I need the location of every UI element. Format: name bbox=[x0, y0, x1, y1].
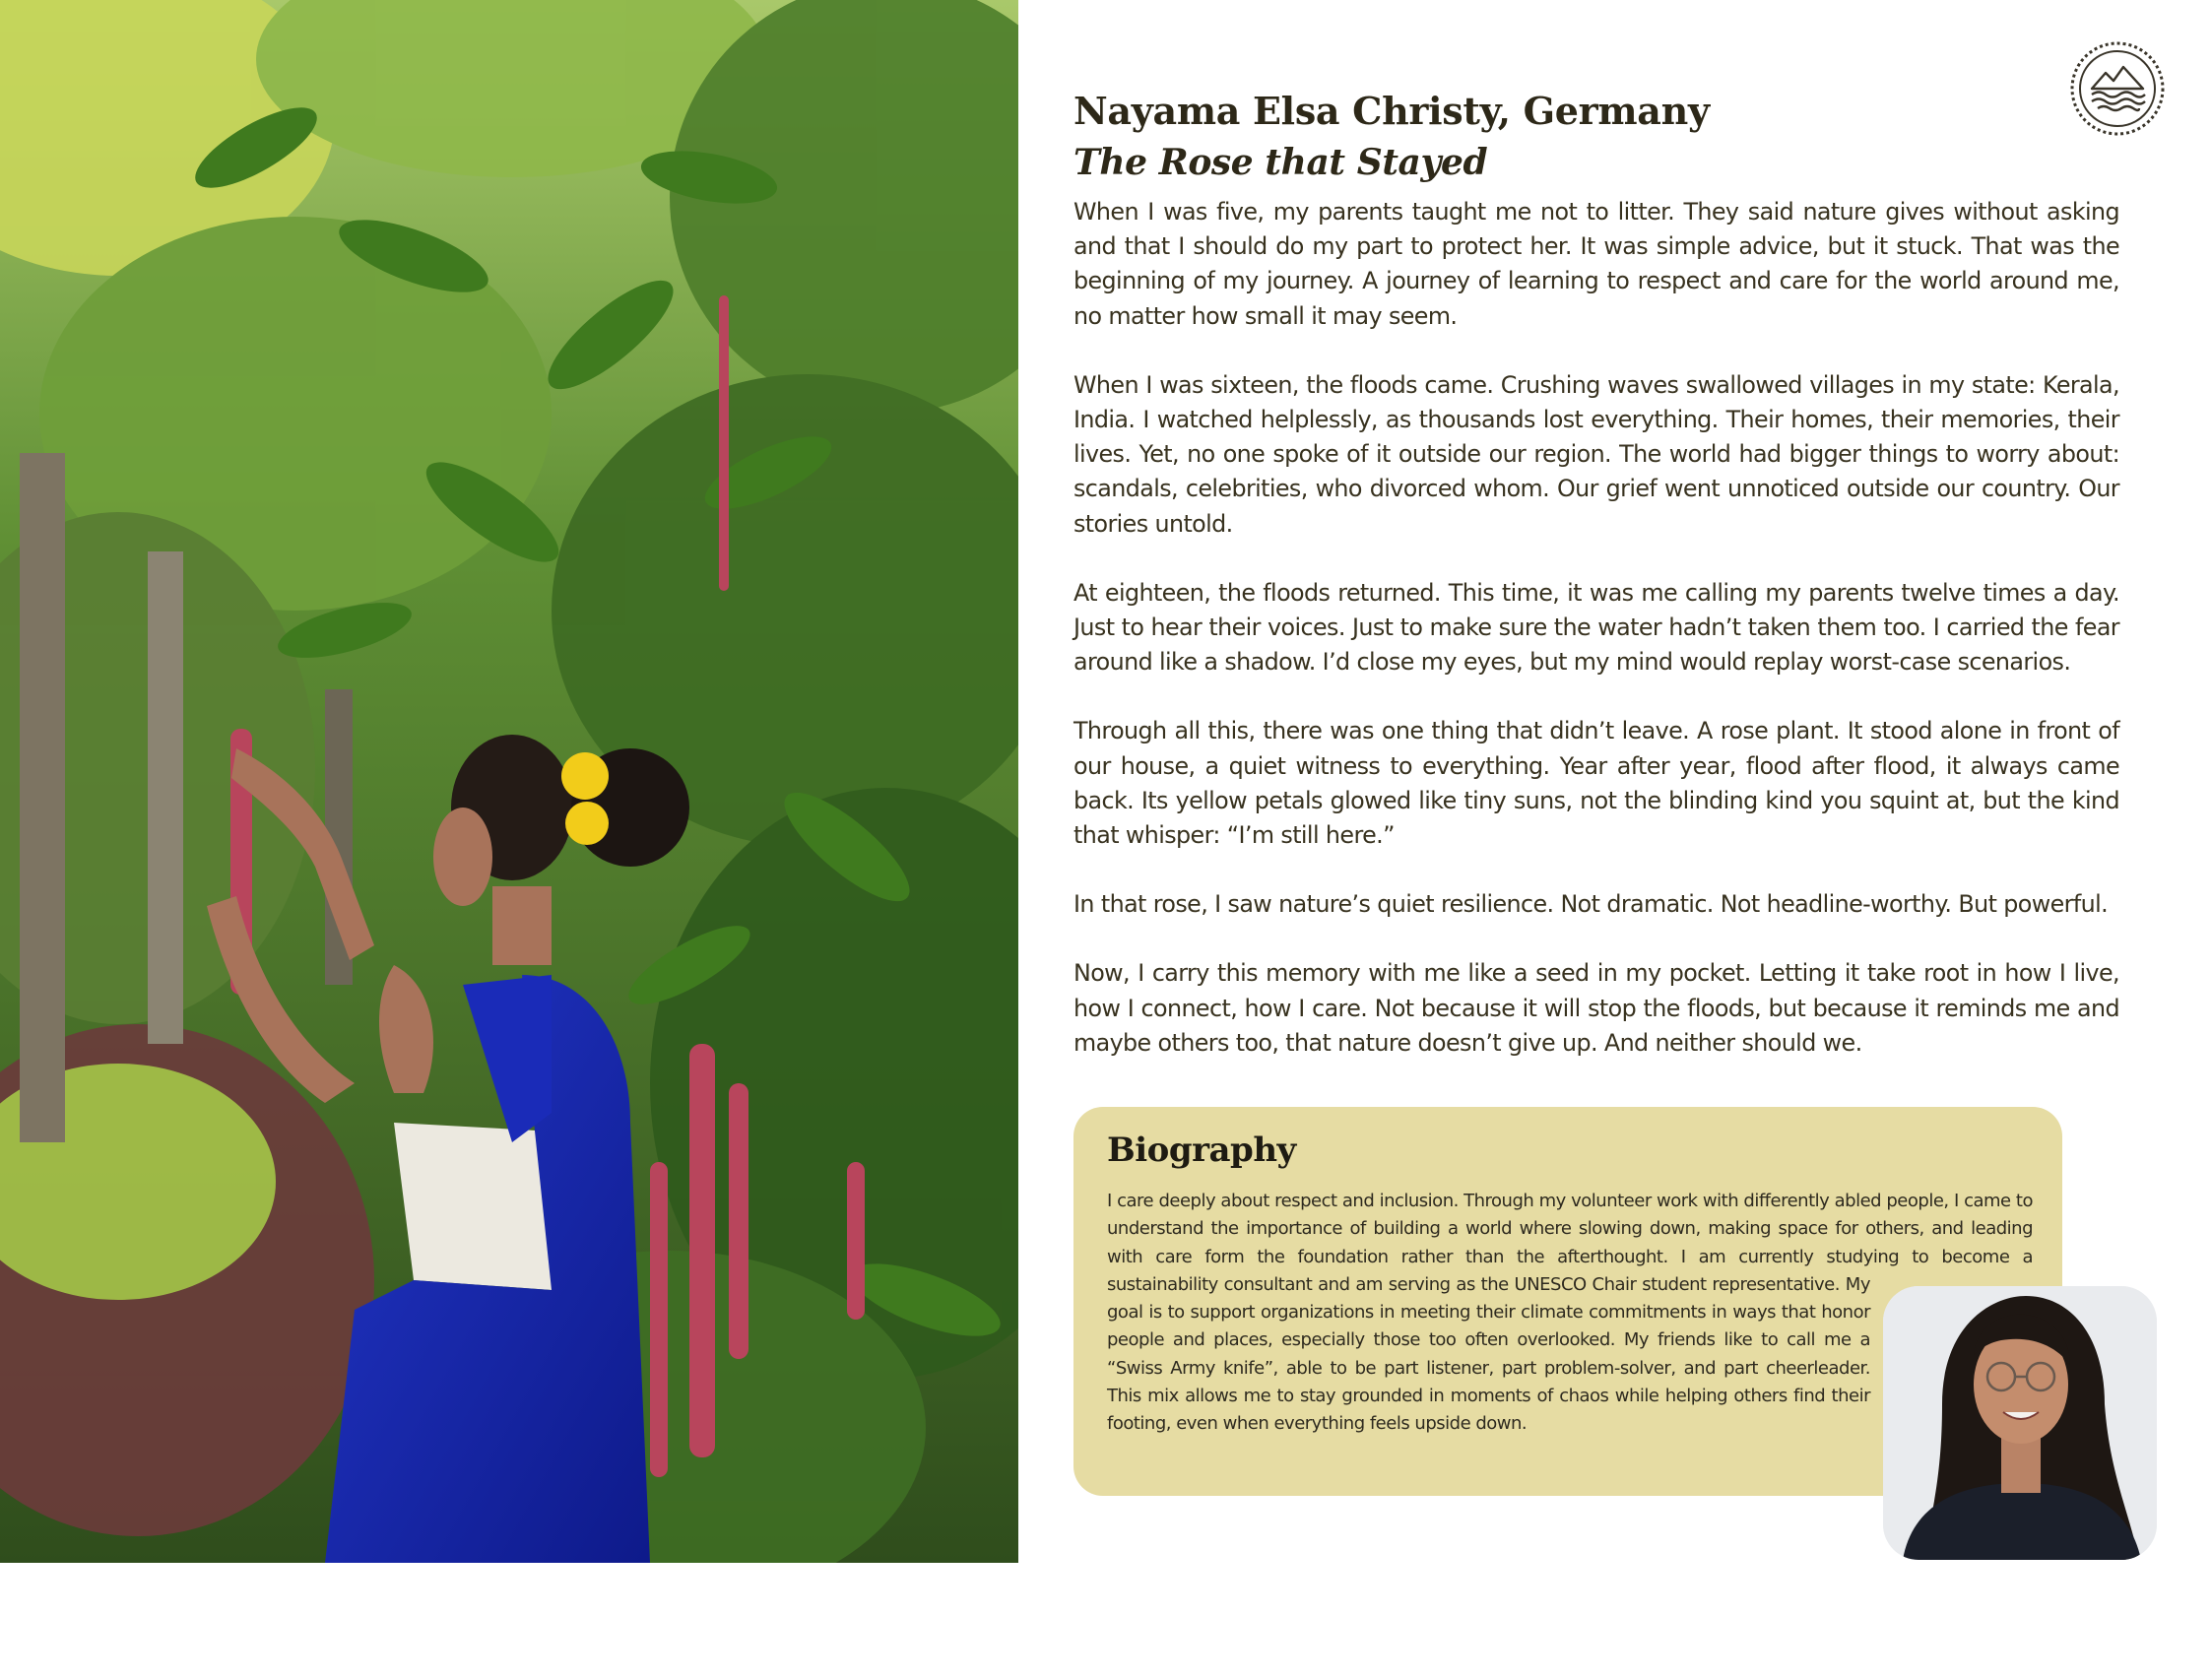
story-column bbox=[1073, 85, 2119, 1095]
author-name: Nayama Elsa Christy, Germany bbox=[1073, 89, 1710, 133]
author-portrait bbox=[1883, 1286, 2157, 1560]
biography-text: I care deeply about respect and inclusion. Through my volunteer work with differently abled people, I came to understand the importance of building a world where slowing down, making space for others, and leading with care form the foundation rather than the afterthought. I am currently studying to become a sustainability consultant and am serving as the UNESCO Chair student representative. My goal is to support organizations in meeting their climate commitments in ways that honor people and places, especially those too often overlooked. My friends like to call me a “Swiss Army knife”, able to be part listener, part problem-solver, and part cheerleader. This mix allows me to stay grounded in moments of chaos while helping others find their footing, even when everything feels upside down. bbox=[1107, 1191, 2033, 1435]
story-paragraph: Now, I carry this memory with me like a seed in my pocket. Letting it take root in how I live, how I connect, how I care. Not because it will stop the floods, but because it reminds me and maybe others too, that nature doesn’t give up. And neither should we. bbox=[1073, 959, 2119, 1057]
story-body bbox=[1073, 195, 2119, 1061]
story-paragraph: Through all this, there was one thing that didn’t leave. A rose plant. It stood alone in front of our house, a quiet witness to everything. Year after year, flood after flood, it always came back. Its yellow petals glowed like tiny suns, not the blinding kind you squint at, but the kind that whisper: “I’m still here.” bbox=[1073, 717, 2119, 850]
story-title: The Rose that Stayed bbox=[1073, 142, 1488, 183]
story-paragraph: At eighteen, the floods returned. This time, it was me calling my parents twelve times a day. Just to hear their voices. Just to make sure the water hadn’t taken them too. I carried the fear around like a shadow. I’d close my eyes, but my mind would replay worst-case scenarios. bbox=[1073, 578, 2119, 677]
story-paragraph: When I was sixteen, the floods came. Crushing waves swallowed villages in my state: Kerala, India. I watched helplessly, as thousands lost everything. Their homes, their memories, their lives. Yet, no one spoke of it outside our region. The world had bigger things to worry about: scandals, celebrities, who divorced whom. Our grief went unnoticed outside our country. Our stories untold. bbox=[1073, 370, 2119, 538]
story-paragraph: In that rose, I saw nature’s quiet resilience. Not dramatic. Not headline-worthy. But powerful. bbox=[1073, 890, 2109, 919]
hero-photo bbox=[0, 0, 1018, 1563]
story-paragraph: When I was five, my parents taught me not to litter. They said nature gives without asking and that I should do my part to protect her. It was simple advice, but it stuck. That was the beginning of my journey. A journey of learning to respect and care for the world around me, no matter how small it may seem. bbox=[1073, 198, 2119, 330]
biography-heading: Biography bbox=[1107, 1131, 1296, 1170]
